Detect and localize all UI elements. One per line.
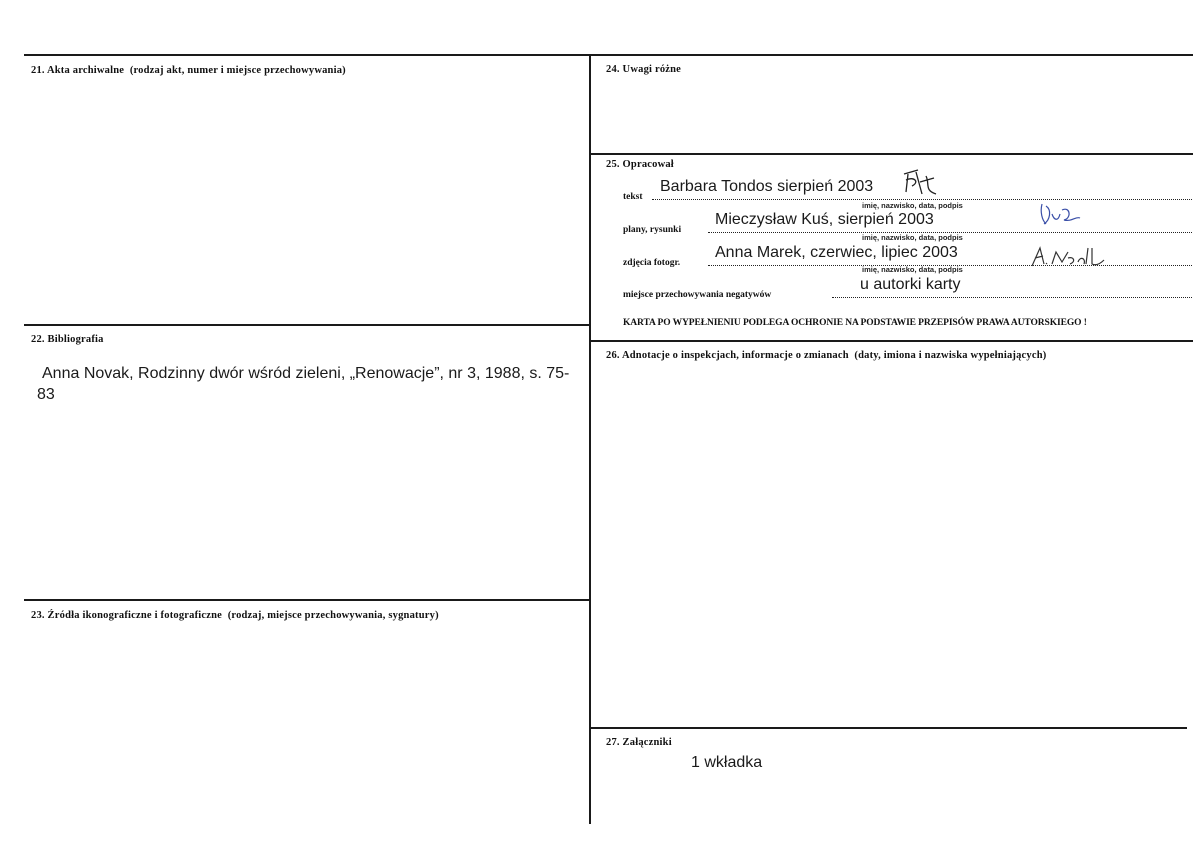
row-plans-label: plany, rysunki bbox=[623, 225, 682, 235]
signature-marek bbox=[1028, 244, 1108, 270]
row-negatives-label: miejsce przechowywania negatywów bbox=[623, 290, 772, 300]
section-27-title: 27. Załączniki bbox=[606, 737, 672, 748]
row-text-value: Barbara Tondos sierpień 2003 bbox=[660, 178, 874, 195]
signature-kus bbox=[1036, 200, 1086, 230]
copyright-notice: KARTA PO WYPEŁNIENIU PODLEGA OCHRONIE NA PODSTAWIE PRZEPISÓW PRAWA AUTORSKIEGO ! bbox=[623, 318, 1087, 328]
row-plans-hint: imię, nazwisko, data, podpis bbox=[862, 233, 963, 242]
row-negatives-value: u autorki karty bbox=[860, 276, 961, 293]
signature-tondos bbox=[900, 168, 940, 198]
section-23-hint: (rodzaj, miejsce przechowywania, sygnatury) bbox=[227, 610, 439, 621]
section-26-label: 26. Adnotacje o inspekcjach, informacje o zmianach bbox=[606, 350, 849, 361]
row-photos-label: zdjęcia fotogr. bbox=[623, 258, 681, 268]
top-border bbox=[24, 54, 1193, 56]
right-divider-24-25 bbox=[590, 153, 1193, 155]
row-text-dotted-line bbox=[652, 199, 1192, 200]
section-23-title bbox=[31, 610, 439, 621]
section-22-title: 22. Bibliografia bbox=[31, 334, 104, 345]
right-divider-25-26 bbox=[590, 340, 1193, 342]
section-24-title: 24. Uwagi różne bbox=[606, 64, 682, 75]
section-21-title bbox=[31, 65, 346, 76]
row-photos-value: Anna Marek, czerwiec, lipiec 2003 bbox=[715, 244, 958, 261]
section-21-hint: (rodzaj akt, numer i miejsce przechowywania) bbox=[129, 65, 346, 76]
section-23-label: 23. Źródła ikonograficzne i fotograficzne bbox=[31, 610, 223, 621]
section-26-title bbox=[606, 350, 1046, 361]
left-divider-21-22 bbox=[24, 324, 590, 326]
row-photos-hint: imię, nazwisko, data, podpis bbox=[862, 265, 963, 274]
left-divider-22-23 bbox=[24, 599, 590, 601]
right-divider-26-27 bbox=[590, 727, 1187, 729]
section-26-hint: (daty, imiona i nazwiska wypełniających) bbox=[854, 350, 1047, 361]
row-plans-value: Mieczysław Kuś, sierpień 2003 bbox=[715, 211, 934, 228]
row-text-hint: imię, nazwisko, data, podpis bbox=[862, 201, 963, 210]
attachments-value: 1 wkładka bbox=[691, 754, 763, 771]
center-divider bbox=[589, 54, 591, 824]
row-negatives-dotted-line bbox=[832, 297, 1192, 298]
bibliography-entry: Anna Novak, Rodzinny dwór wśród zieleni, „Renowacje”, nr 3, 1988, s. 75-83 bbox=[37, 365, 570, 403]
section-25-title: 25. Opracował bbox=[606, 159, 674, 170]
row-text-label: tekst bbox=[623, 192, 643, 202]
section-21-label: 21. Akta archiwalne bbox=[31, 65, 125, 76]
